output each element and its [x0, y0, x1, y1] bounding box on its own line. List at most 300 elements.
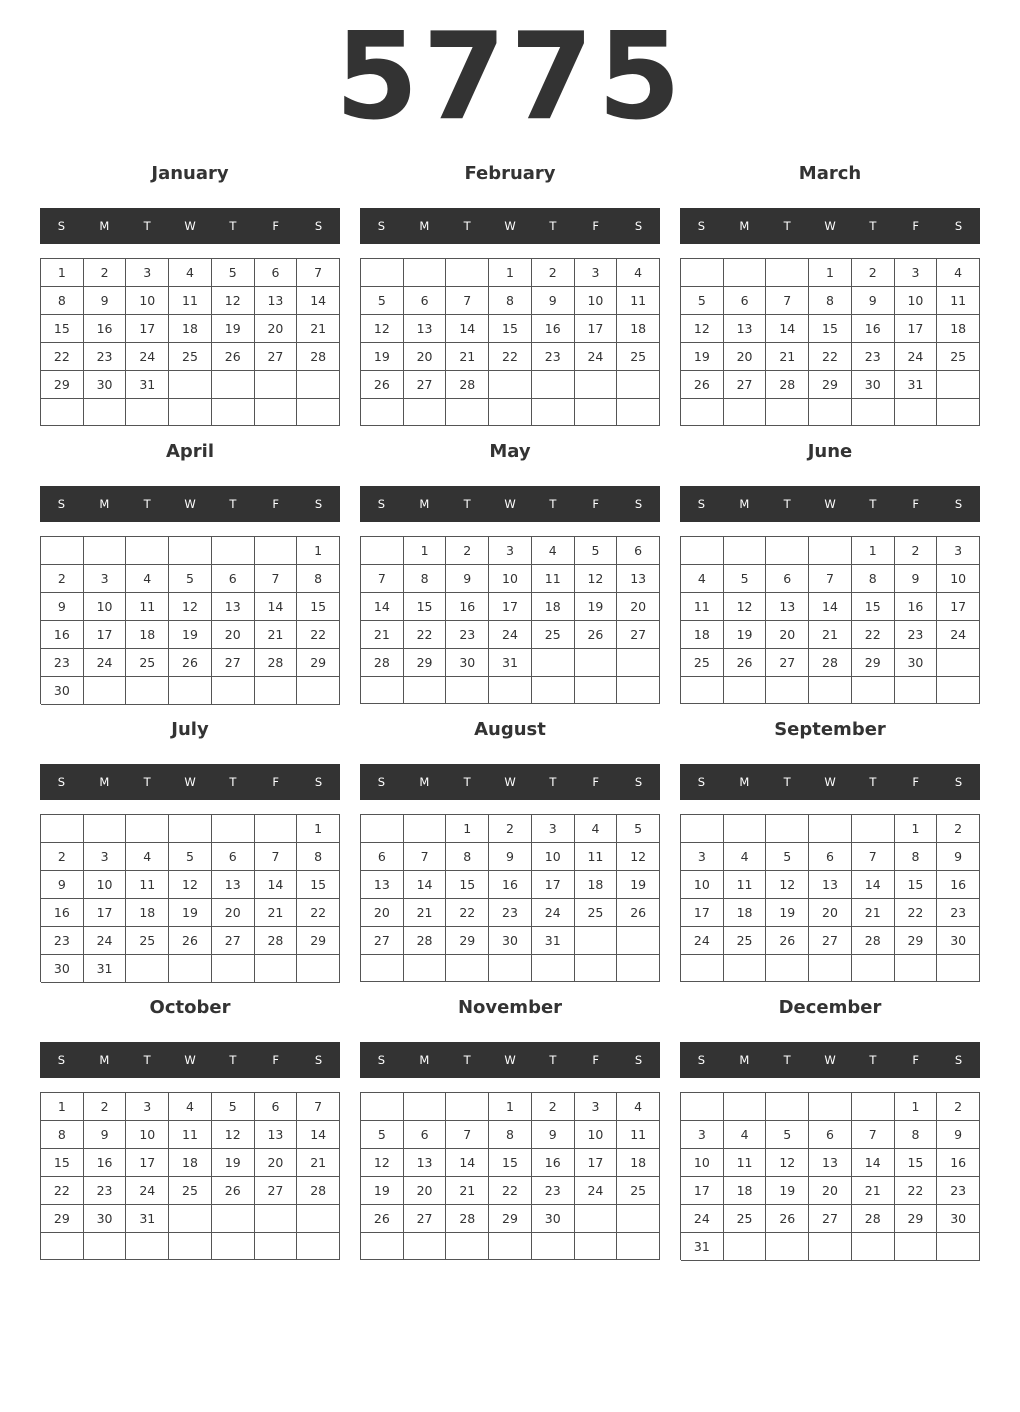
day-cell: 9 [84, 1121, 127, 1149]
day-cell: 14 [852, 1149, 895, 1177]
day-cell: 21 [852, 899, 895, 927]
day-cell: 21 [361, 621, 404, 649]
day-cell: 4 [617, 1093, 660, 1121]
day-cell: 2 [937, 1093, 980, 1121]
day-cell: 20 [404, 1177, 447, 1205]
day-cell: 1 [489, 1093, 532, 1121]
day-cell: 10 [126, 1121, 169, 1149]
empty-day-cell [852, 399, 895, 426]
day-cell: 4 [126, 565, 169, 593]
day-cell: 10 [84, 871, 127, 899]
empty-day-cell [809, 1093, 852, 1121]
month-may [360, 436, 660, 706]
day-cell: 19 [169, 621, 212, 649]
empty-day-cell [255, 815, 298, 843]
day-cell: 12 [724, 593, 767, 621]
day-cell: 7 [852, 843, 895, 871]
empty-day-cell [766, 955, 809, 982]
day-cell: 1 [446, 815, 489, 843]
empty-day-cell [532, 399, 575, 426]
weekday-label: S [697, 1053, 706, 1067]
day-cell: 11 [724, 871, 767, 899]
weekday-label: T [229, 1053, 237, 1067]
day-cell: 22 [41, 343, 84, 371]
day-cell: 5 [617, 815, 660, 843]
weekday-label: S [314, 775, 323, 789]
weekday-label: S [634, 219, 643, 233]
weekday-label: M [419, 775, 430, 789]
day-cell: 21 [255, 621, 298, 649]
day-cell: 15 [852, 593, 895, 621]
empty-day-cell [852, 815, 895, 843]
weekday-label: M [99, 219, 110, 233]
day-cell: 24 [937, 621, 980, 649]
day-cell: 12 [617, 843, 660, 871]
day-cell: 11 [681, 593, 724, 621]
days-grid [40, 536, 340, 704]
day-cell: 9 [532, 1121, 575, 1149]
empty-day-cell [126, 1233, 169, 1260]
empty-day-cell [532, 1233, 575, 1260]
empty-day-cell [937, 399, 980, 426]
empty-day-cell [255, 537, 298, 565]
day-cell: 17 [681, 1177, 724, 1205]
day-cell: 18 [532, 593, 575, 621]
day-cell: 15 [446, 871, 489, 899]
day-cell: 8 [809, 287, 852, 315]
empty-day-cell [297, 399, 340, 426]
day-cell: 28 [809, 649, 852, 677]
day-cell: 23 [446, 621, 489, 649]
day-cell: 2 [895, 537, 938, 565]
empty-day-cell [297, 677, 340, 705]
day-cell: 11 [532, 565, 575, 593]
day-cell: 13 [766, 593, 809, 621]
day-cell: 30 [41, 955, 84, 983]
day-cell: 21 [446, 1177, 489, 1205]
day-cell: 9 [852, 287, 895, 315]
weekday-label: S [57, 219, 66, 233]
day-cell: 10 [681, 871, 724, 899]
empty-day-cell [84, 1233, 127, 1260]
day-cell: 8 [297, 565, 340, 593]
day-cell: 24 [84, 927, 127, 955]
weekday-label: F [592, 1053, 600, 1067]
day-cell: 3 [681, 843, 724, 871]
days-grid [680, 258, 980, 426]
month-name: May [489, 441, 531, 462]
weekday-label: F [272, 497, 280, 511]
weekday-label: M [419, 1053, 430, 1067]
weekday-label: T [463, 219, 471, 233]
weekday-label: W [824, 219, 836, 233]
day-cell: 19 [169, 899, 212, 927]
empty-day-cell [212, 815, 255, 843]
weekday-label: T [463, 1053, 471, 1067]
empty-day-cell [937, 371, 980, 399]
weekday-label: M [739, 1053, 750, 1067]
day-cell: 10 [575, 287, 618, 315]
day-cell: 4 [169, 259, 212, 287]
day-cell: 23 [937, 899, 980, 927]
day-cell: 22 [404, 621, 447, 649]
day-cell: 6 [212, 565, 255, 593]
day-cell: 2 [489, 815, 532, 843]
day-cell: 12 [212, 1121, 255, 1149]
empty-day-cell [169, 955, 212, 983]
empty-day-cell [404, 399, 447, 426]
weekday-label: S [634, 1053, 643, 1067]
day-cell: 1 [489, 259, 532, 287]
day-cell: 13 [617, 565, 660, 593]
day-cell: 29 [852, 649, 895, 677]
empty-day-cell [212, 677, 255, 705]
empty-day-cell [169, 399, 212, 426]
weekday-label: M [739, 775, 750, 789]
empty-day-cell [681, 815, 724, 843]
day-cell: 17 [575, 1149, 618, 1177]
day-cell: 27 [404, 1205, 447, 1233]
day-cell: 14 [361, 593, 404, 621]
empty-day-cell [361, 537, 404, 565]
empty-day-cell [489, 955, 532, 982]
month-september [680, 714, 980, 984]
month-june [680, 436, 980, 706]
day-cell: 13 [404, 315, 447, 343]
empty-day-cell [575, 649, 618, 677]
weekday-header [680, 764, 980, 800]
day-cell: 18 [126, 621, 169, 649]
weekday-label: W [504, 775, 516, 789]
day-cell: 4 [126, 843, 169, 871]
month-november [360, 992, 660, 1262]
empty-day-cell [766, 537, 809, 565]
day-cell: 24 [575, 1177, 618, 1205]
day-cell: 23 [41, 649, 84, 677]
day-cell: 8 [404, 565, 447, 593]
day-cell: 18 [724, 899, 767, 927]
day-cell: 15 [895, 1149, 938, 1177]
month-name: October [149, 997, 231, 1018]
day-cell: 14 [809, 593, 852, 621]
day-cell: 5 [681, 287, 724, 315]
day-cell: 22 [446, 899, 489, 927]
days-grid [680, 536, 980, 704]
day-cell: 11 [617, 1121, 660, 1149]
day-cell: 3 [575, 1093, 618, 1121]
day-cell: 31 [126, 371, 169, 399]
weekday-header [360, 1042, 660, 1078]
day-cell: 30 [446, 649, 489, 677]
empty-day-cell [724, 815, 767, 843]
day-cell: 21 [297, 1149, 340, 1177]
day-cell: 3 [126, 1093, 169, 1121]
empty-day-cell [895, 677, 938, 704]
empty-day-cell [489, 1233, 532, 1260]
empty-day-cell [446, 1233, 489, 1260]
empty-day-cell [126, 815, 169, 843]
weekday-label: F [592, 497, 600, 511]
month-march [680, 158, 980, 428]
empty-day-cell [126, 399, 169, 426]
day-cell: 8 [895, 1121, 938, 1149]
empty-day-cell [126, 537, 169, 565]
empty-day-cell [724, 955, 767, 982]
weekday-label: M [739, 219, 750, 233]
empty-day-cell [532, 955, 575, 982]
day-cell: 3 [489, 537, 532, 565]
day-cell: 17 [126, 1149, 169, 1177]
day-cell: 30 [84, 371, 127, 399]
day-cell: 13 [255, 287, 298, 315]
day-cell: 6 [255, 259, 298, 287]
day-cell: 1 [404, 537, 447, 565]
day-cell: 8 [41, 287, 84, 315]
weekday-header [680, 1042, 980, 1078]
empty-day-cell [766, 259, 809, 287]
day-cell: 14 [297, 287, 340, 315]
day-cell: 26 [681, 371, 724, 399]
empty-day-cell [255, 1233, 298, 1260]
day-cell: 29 [41, 1205, 84, 1233]
day-cell: 10 [895, 287, 938, 315]
weekday-label: F [912, 497, 920, 511]
day-cell: 12 [766, 1149, 809, 1177]
empty-day-cell [255, 955, 298, 983]
day-cell: 27 [809, 1205, 852, 1233]
day-cell: 5 [766, 843, 809, 871]
empty-day-cell [169, 371, 212, 399]
day-cell: 25 [724, 927, 767, 955]
day-cell: 4 [724, 1121, 767, 1149]
empty-day-cell [809, 955, 852, 982]
day-cell: 25 [169, 343, 212, 371]
day-cell: 5 [766, 1121, 809, 1149]
day-cell: 19 [724, 621, 767, 649]
day-cell: 5 [575, 537, 618, 565]
day-cell: 28 [404, 927, 447, 955]
day-cell: 22 [895, 899, 938, 927]
empty-day-cell [724, 1233, 767, 1261]
day-cell: 9 [446, 565, 489, 593]
day-cell: 15 [41, 1149, 84, 1177]
empty-day-cell [41, 815, 84, 843]
weekday-label: F [272, 1053, 280, 1067]
empty-day-cell [446, 955, 489, 982]
empty-day-cell [212, 399, 255, 426]
empty-day-cell [404, 815, 447, 843]
day-cell: 26 [212, 1177, 255, 1205]
day-cell: 3 [84, 565, 127, 593]
empty-day-cell [361, 677, 404, 704]
day-cell: 24 [681, 1205, 724, 1233]
weekday-label: T [783, 775, 791, 789]
empty-day-cell [446, 1093, 489, 1121]
empty-day-cell [212, 537, 255, 565]
day-cell: 2 [84, 1093, 127, 1121]
day-cell: 31 [489, 649, 532, 677]
empty-day-cell [895, 399, 938, 426]
day-cell: 6 [766, 565, 809, 593]
empty-day-cell [297, 371, 340, 399]
empty-day-cell [255, 371, 298, 399]
empty-day-cell [297, 1205, 340, 1233]
day-cell: 1 [852, 537, 895, 565]
day-cell: 9 [41, 593, 84, 621]
weekday-label: W [184, 219, 196, 233]
empty-day-cell [489, 371, 532, 399]
day-cell: 25 [937, 343, 980, 371]
day-cell: 27 [617, 621, 660, 649]
day-cell: 13 [724, 315, 767, 343]
empty-day-cell [361, 815, 404, 843]
day-cell: 8 [489, 287, 532, 315]
day-cell: 2 [41, 843, 84, 871]
weekday-label: S [377, 775, 386, 789]
day-cell: 7 [404, 843, 447, 871]
day-cell: 10 [489, 565, 532, 593]
weekday-label: F [272, 219, 280, 233]
weekday-label: S [697, 775, 706, 789]
day-cell: 6 [255, 1093, 298, 1121]
day-cell: 13 [809, 871, 852, 899]
day-cell: 18 [169, 1149, 212, 1177]
day-cell: 20 [361, 899, 404, 927]
day-cell: 22 [489, 343, 532, 371]
day-cell: 31 [84, 955, 127, 983]
day-cell: 21 [766, 343, 809, 371]
day-cell: 12 [681, 315, 724, 343]
empty-day-cell [575, 371, 618, 399]
day-cell: 16 [852, 315, 895, 343]
day-cell: 5 [169, 843, 212, 871]
day-cell: 1 [297, 537, 340, 565]
day-cell: 16 [895, 593, 938, 621]
day-cell: 26 [169, 649, 212, 677]
day-cell: 7 [255, 565, 298, 593]
day-cell: 18 [617, 315, 660, 343]
day-cell: 18 [617, 1149, 660, 1177]
day-cell: 28 [255, 927, 298, 955]
days-grid [360, 258, 660, 426]
weekday-label: T [143, 1053, 151, 1067]
day-cell: 16 [937, 1149, 980, 1177]
day-cell: 21 [852, 1177, 895, 1205]
empty-day-cell [212, 1233, 255, 1260]
empty-day-cell [297, 1233, 340, 1260]
day-cell: 13 [212, 871, 255, 899]
day-cell: 20 [766, 621, 809, 649]
day-cell: 30 [532, 1205, 575, 1233]
weekday-label: S [57, 1053, 66, 1067]
weekday-header [40, 486, 340, 522]
day-cell: 8 [446, 843, 489, 871]
empty-day-cell [575, 927, 618, 955]
day-cell: 9 [937, 843, 980, 871]
weekday-label: M [419, 497, 430, 511]
day-cell: 4 [169, 1093, 212, 1121]
day-cell: 18 [575, 871, 618, 899]
day-cell: 24 [126, 343, 169, 371]
day-cell: 8 [297, 843, 340, 871]
day-cell: 14 [852, 871, 895, 899]
empty-day-cell [575, 955, 618, 982]
day-cell: 23 [41, 927, 84, 955]
day-cell: 10 [84, 593, 127, 621]
day-cell: 14 [446, 1149, 489, 1177]
day-cell: 29 [809, 371, 852, 399]
day-cell: 24 [84, 649, 127, 677]
day-cell: 7 [361, 565, 404, 593]
month-april [40, 436, 340, 706]
day-cell: 15 [809, 315, 852, 343]
weekday-label: T [783, 219, 791, 233]
day-cell: 1 [41, 259, 84, 287]
day-cell: 19 [212, 315, 255, 343]
month-october [40, 992, 340, 1262]
weekday-header [360, 208, 660, 244]
empty-day-cell [809, 1233, 852, 1261]
weekday-label: S [634, 497, 643, 511]
day-cell: 3 [681, 1121, 724, 1149]
weekday-label: S [377, 1053, 386, 1067]
empty-day-cell [575, 677, 618, 704]
empty-day-cell [617, 1233, 660, 1260]
day-cell: 30 [852, 371, 895, 399]
day-cell: 6 [617, 537, 660, 565]
weekday-label: S [377, 497, 386, 511]
weekday-label: M [99, 497, 110, 511]
day-cell: 2 [532, 1093, 575, 1121]
day-cell: 17 [895, 315, 938, 343]
empty-day-cell [169, 677, 212, 705]
day-cell: 10 [681, 1149, 724, 1177]
day-cell: 12 [575, 565, 618, 593]
weekday-label: W [504, 497, 516, 511]
day-cell: 19 [212, 1149, 255, 1177]
empty-day-cell [937, 1233, 980, 1261]
day-cell: 26 [575, 621, 618, 649]
empty-day-cell [532, 677, 575, 704]
day-cell: 28 [852, 927, 895, 955]
day-cell: 26 [766, 927, 809, 955]
day-cell: 22 [895, 1177, 938, 1205]
month-february [360, 158, 660, 428]
weekday-label: T [549, 497, 557, 511]
day-cell: 26 [617, 899, 660, 927]
day-cell: 25 [126, 927, 169, 955]
day-cell: 24 [681, 927, 724, 955]
day-cell: 10 [532, 843, 575, 871]
weekday-label: T [549, 219, 557, 233]
day-cell: 18 [169, 315, 212, 343]
day-cell: 21 [255, 899, 298, 927]
day-cell: 31 [126, 1205, 169, 1233]
empty-day-cell [617, 677, 660, 704]
empty-day-cell [361, 259, 404, 287]
day-cell: 12 [212, 287, 255, 315]
day-cell: 4 [937, 259, 980, 287]
day-cell: 1 [297, 815, 340, 843]
day-cell: 12 [169, 871, 212, 899]
empty-day-cell [126, 955, 169, 983]
empty-day-cell [852, 955, 895, 982]
empty-day-cell [532, 649, 575, 677]
weekday-label: F [912, 219, 920, 233]
day-cell: 19 [766, 899, 809, 927]
weekday-label: S [377, 219, 386, 233]
empty-day-cell [41, 399, 84, 426]
